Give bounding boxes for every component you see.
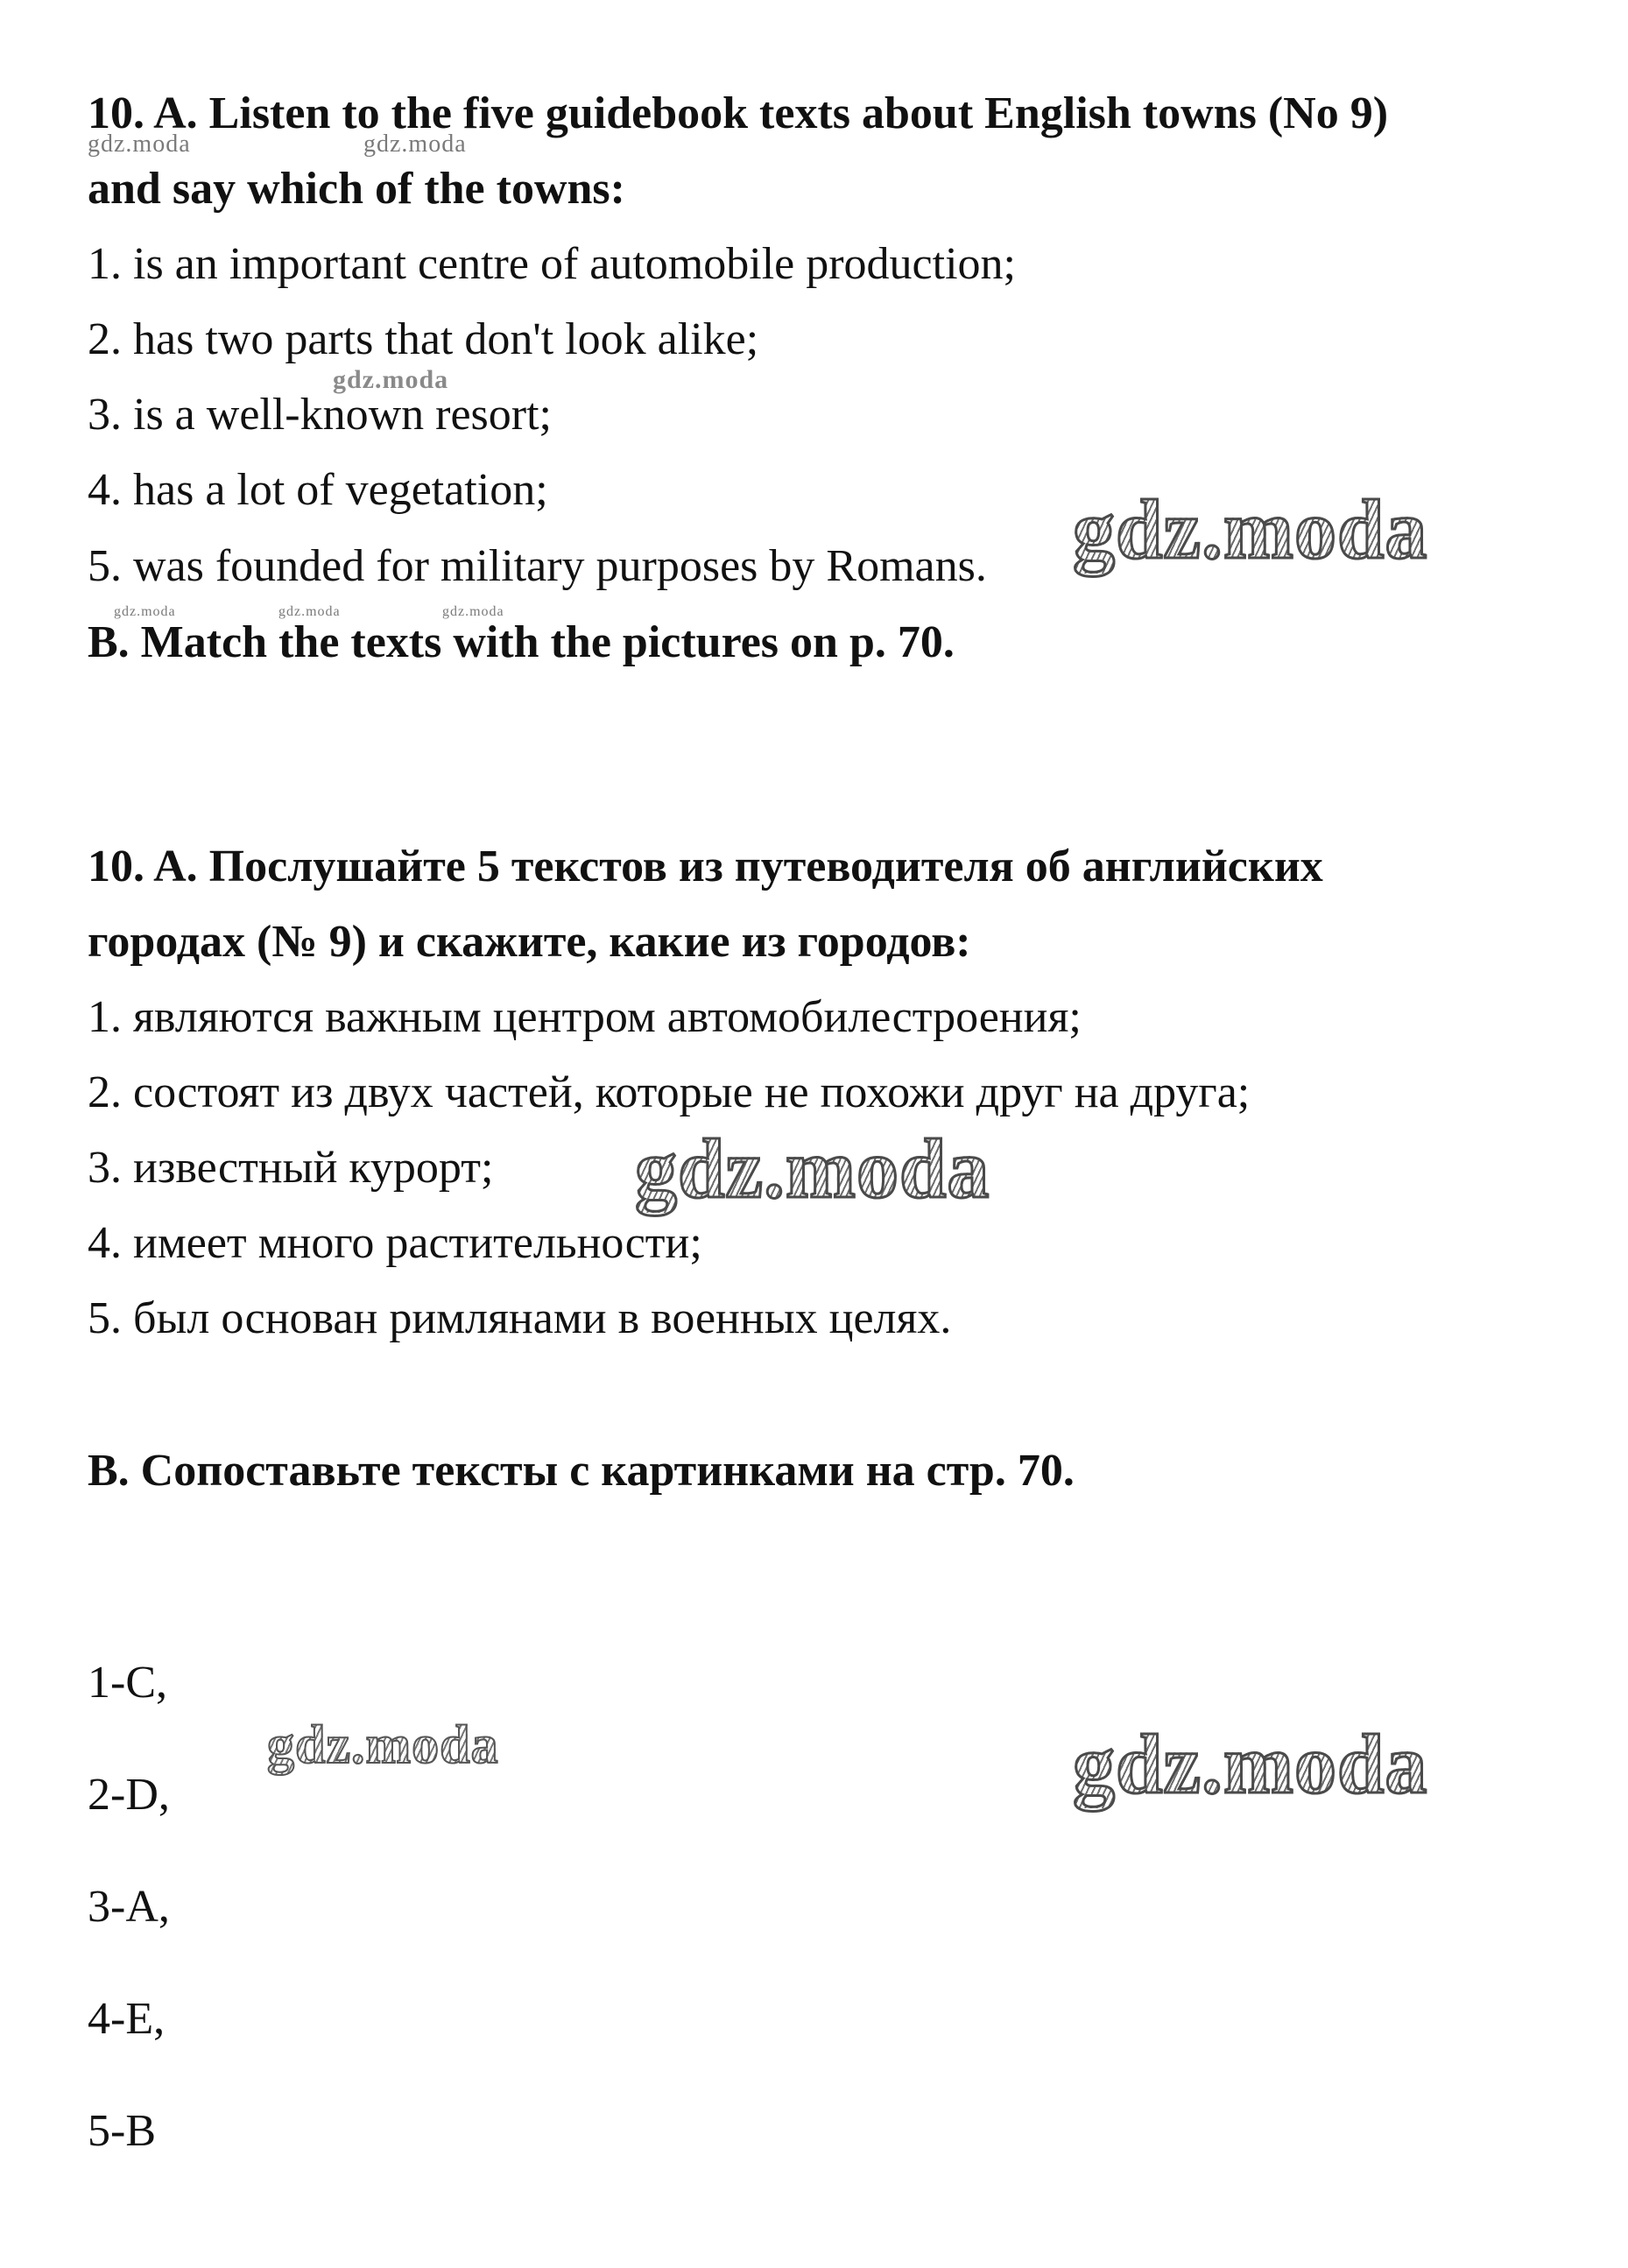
russian-task-b: B. Сопоставьте тексты с картинками на стр. 70.	[88, 1446, 1075, 1496]
watermark: gdz.moda	[1073, 482, 1428, 576]
watermark: gdz.moda	[1073, 1717, 1428, 1811]
russian-item-2: 2. состоят из двух частей, которые не похожи друг на друга;	[88, 1067, 1251, 1117]
russian-item-1: 1. являются важным центром автомобилестроения;	[88, 992, 1082, 1042]
answer-1: 1-C,	[88, 1658, 167, 1708]
watermark: gdz.moda	[635, 1122, 990, 1215]
russian-item-3: 3. известный курорт;	[88, 1143, 494, 1193]
watermark: gdz.moda	[114, 604, 176, 619]
english-heading-line-1: 10. A. Listen to the five guidebook texts about English towns (No 9)	[88, 88, 1389, 138]
english-task-b: B. Match the texts with the pictures on p. 70.	[88, 617, 955, 667]
answer-5: 5-B	[88, 2106, 156, 2156]
english-item-3: 3. is a well-known resort;	[88, 390, 553, 440]
russian-item-4: 4. имеет много растительности;	[88, 1218, 702, 1268]
russian-heading-line-2: городах (№ 9) и скажите, какие из городов:	[88, 917, 971, 967]
russian-heading-line-1: 10. A. Послушайте 5 текстов из путеводителя об английских	[88, 842, 1323, 891]
russian-item-5: 5. был основан римлянами в военных целях.	[88, 1293, 952, 1343]
english-item-2: 2. has two parts that don't look alike;	[88, 314, 759, 364]
watermark: gdz.moda	[267, 1715, 499, 1775]
answer-4: 4-E,	[88, 1994, 166, 2044]
answer-2: 2-D,	[88, 1770, 170, 1820]
english-heading-line-2: and say which of the towns:	[88, 164, 625, 214]
english-item-1: 1. is an important centre of automobile production;	[88, 239, 1016, 289]
english-item-5: 5. was founded for military purposes by Romans.	[88, 541, 987, 591]
watermark: gdz.moda	[363, 130, 467, 158]
answer-3: 3-A,	[88, 1882, 170, 1932]
watermark: gdz.moda	[333, 365, 449, 394]
watermark: gdz.moda	[442, 604, 504, 619]
watermark: gdz.moda	[88, 130, 191, 158]
watermark: gdz.moda	[278, 604, 341, 619]
english-item-4: 4. has a lot of vegetation;	[88, 465, 548, 515]
